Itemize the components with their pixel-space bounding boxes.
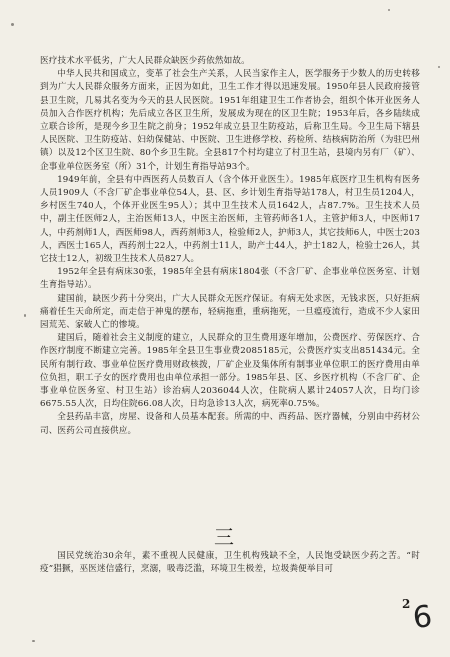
paragraph: 中华人民共和国成立，变革了社会生产关系，人民当家作主人，医学服务于少数人的历史转移到为广大人民群众服务方面来，正因为如此，卫生工作才得以迅速发展。1950年县人民政府接管县卫生院，几易其名变为今天的县人民医院。1951年组建卫生工作者协会，组织个体开业医务人员加入合作医疗机构；先后成立各区卫生所，发展成为现在的区卫生院；1953年后，各乡陆续成立联合诊所，是现今乡卫生院之前身；1952年成立县卫生防疫站，后称卫生局。今卫生局下辖县人民医院、卫生防疫站、妇幼保健站、中医院、卫生进修学校、药检所、结核病防治所（为驻巴州镇）以及12个区卫生院、80个乡卫生院。全县817个村均建立了村卫生站，县境内另有厂（矿）、企事业单位医务室（所）31个，计划生育指导站93个。 [40, 69, 420, 172]
scan-speck [438, 66, 440, 68]
body-text-bottom [40, 550, 420, 576]
scan-speck [11, 23, 14, 26]
handwritten-mark: 6 [411, 599, 434, 636]
paragraph: 国民党统治30余年，素不重视人民健康，卫生机构残缺不全，人民饱受缺医少药之苦。“时疫”猖獗，巫医迷信盛行，烹溺，吸毒泛滥，环境卫生极差，垃圾粪便举目可 [40, 551, 420, 575]
paragraph: 建国前，缺医少药十分突出，广大人民群众无医疗保证。有病无处求医，无钱求医，只好拒病痛着任生天命所定，而走信于神鬼的摆布，轻病拖重，重病拖死，一旦瘟疫流行，造成不少人家田园荒芜、家破人亡的惨境。 [40, 293, 420, 331]
paragraph: 建国后，随着社会主义制度的建立，人民群众的卫生费用逐年增加，公费医疗、劳保医疗、合作医疗制度不断建立完善。1985年全县卫生事业费2085185元，公费医疗实支出851434元。全民所有制行政、事业单位医疗费用财政核拨，厂矿企业及集体所有制事业单位职工的医疗费用由单位负担，职工子女的医疗费用也由单位承担一部分。1985年县、区、乡医疗机构（不含厂矿、企事业单位医务室、村卫生站）诊治病人2036044人次，住院病人累计24057人次，日均门诊6675.55人次，日均住院66.08人次，日均急诊13人次，病死率0.75%。 [40, 333, 420, 410]
page-number: 2 [402, 597, 411, 611]
scan-speck [24, 314, 26, 317]
paragraph: 全县药品丰富，房屋、设备和人员基本配套。所需的中、西药品、医疗器械，分别由中药材公司、医药公司直接供应。 [40, 412, 420, 436]
section-number: 三 [214, 525, 236, 549]
scan-speck [32, 640, 35, 642]
paragraph: 1952年全县有病床30张，1985年全县有病床1804张（不含厂矿、企事业单位医务室、计划生育指导站）。 [40, 267, 420, 291]
paragraph: 医疗技术水平低劣，广大人民群众缺医少药依然如故。 [40, 56, 250, 66]
scan-speck [388, 9, 390, 11]
body-text-top [40, 55, 420, 438]
paragraph: 1949年前，全县有中西医药人员数百人（含个体开业医生）。1985年底医疗卫生机构有医务人员1909人（不含厂矿企事业单位54人，县、区、乡计划生育指导站178人，村卫生员1204人，乡村医生740人，个体开业医生95人）；其中卫生技术人员1642人，占87.7%。卫生技术人员中，副主任医师2人，主治医师13人，中医主治医师，主管药师各1人，主管护师3人，中医师17人，中药剂师1人，西医师98人，西药剂师3人，检验师2人，护师3人，其它技师6人，中医士203人，西医士165人，西药剂士22人，中药剂士11人，助产士44人，护士182人，检验士26人，其它技士12人，初级卫生技术人员827人。 [40, 174, 420, 265]
